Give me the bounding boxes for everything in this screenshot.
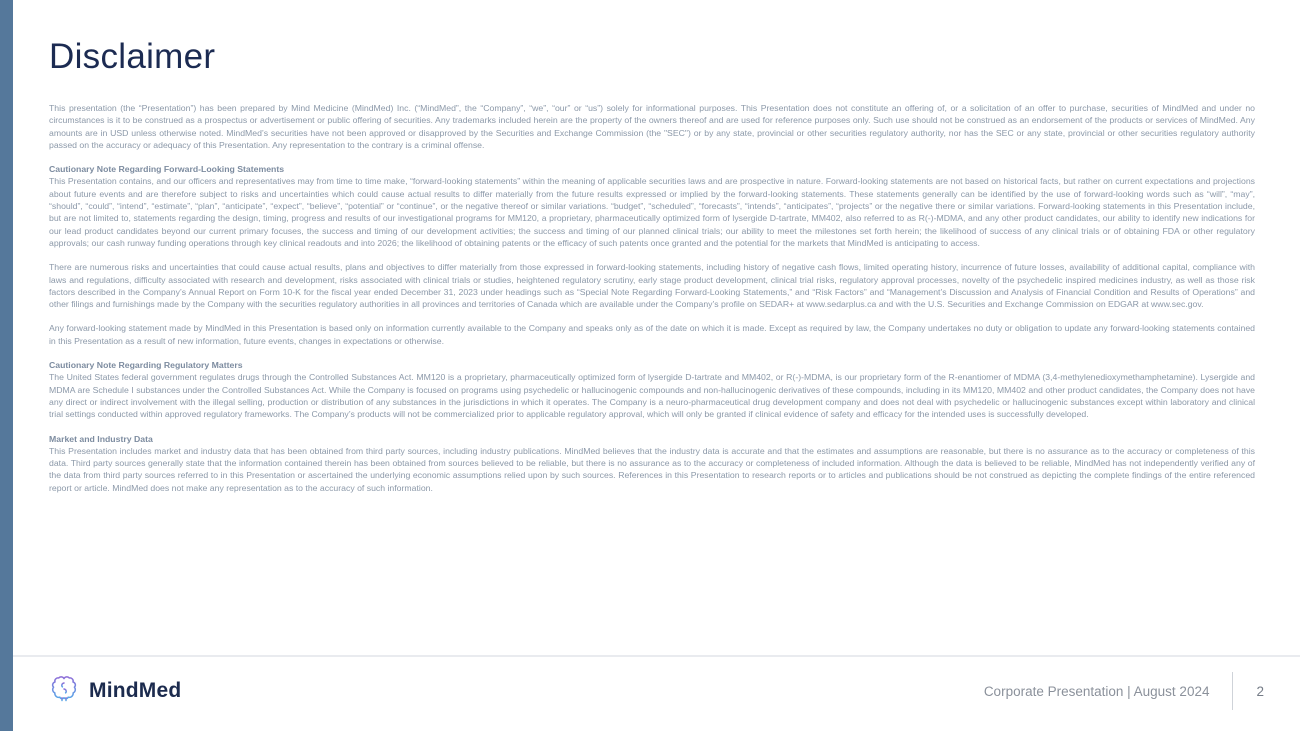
forward-looking-paragraph-2: There are numerous risks and uncertainties that could cause actual results, plans and objectives to differ materially from those expressed in forward-looking statements, including history of negative cash flows, limited operating history, incurrence of future losses, availability of additional capital, compliance with laws and regulations, difficulty associated with research and development, risks associated with clinical trials or studies, heightened regulatory scrutiny, early stage product development, clinical trial risks, regulatory approval processes, novelty of the psychedelic inspired medicines industry, as well as those risk factors described in the Company’s Annual Report on Form 10-K for the fiscal year ended December 31, 2023 under headings such as “Special Note Regarding Forward-Looking Statements,” and “Risk Factors” and “Management’s Discussion and Analysis of Financial Condition and Results of Operations” and other filings and furnishings made by the Company with the securities regulatory authorities in all provinces and territories of Canada which are available under the Company’s profile on SEDAR+ at www.sedarplus.ca and with the U.S. Securities and Exchange Commission on EDGAR at www.sec.gov. <box>49 262 1255 310</box>
slide-footer <box>49 666 1264 716</box>
regulatory-matters-paragraph: The United States federal government regulates drugs through the Controlled Substances Act. MM120 is a proprietary, pharmaceutically optimized form of lysergide D-tartrate and MM402, or R(-)-MDMA, is our proprietary form of the R-enantiomer of MDMA (3,4-methylenedioxymethamphetamine). Lysergide and MDMA are Schedule I substances under the Controlled Substances Act. While the Company is focused on programs using psychedelic or hallucinogenic compounds and non-hallucinogenic derivatives of these compounds, including in its MM120, MM402 and other product candidates, the Company does not have any direct or indirect involvement with the illegal selling, production or distribution of any substances in the jurisdictions in which it operates. The Company is a neuro-pharmaceutical drug development company and does not deal with psychedelic or hallucinogenic substances except within laboratory and clinical trial settings conducted within approved regulatory frameworks. The Company’s products will not be commercialized prior to applicable regulatory approval, which will only be granted if clinical evidence of safety and efficacy for the intended uses is successfully developed. <box>49 372 1255 420</box>
forward-looking-paragraph-3: Any forward-looking statement made by MindMed in this Presentation is based only on information currently available to the Company and speaks only as of the date on which it is made. Except as required by law, the Company undertakes no duty or obligation to update any forward-looking statements contained in this Presentation as a result of new information, future events, changes in expectations or otherwise. <box>49 323 1255 346</box>
footer-vertical-divider <box>1232 672 1233 710</box>
presentation-label: Corporate Presentation | August 2024 <box>983 683 1210 699</box>
forward-looking-heading: Cautionary Note Regarding Forward-Looking Statements <box>49 164 285 175</box>
brain-icon <box>49 674 79 709</box>
slide-accent-bar <box>0 0 13 731</box>
footer-divider <box>13 655 1300 657</box>
brand-logo <box>49 674 181 709</box>
page-title: Disclaimer <box>49 37 216 76</box>
footer-right <box>984 672 1264 710</box>
market-industry-data-heading: Market and Industry Data <box>49 433 153 444</box>
market-industry-data-paragraph: This Presentation includes market and industry data that has been obtained from third party sources, including industry publications. MindMed believes that the industry data is accurate and that the estimates and assumptions are reasonable, but there is no assurance as to the accuracy or completeness of this data. Third party sources generally state that the information contained therein has been obtained from sources believed to be reliable, but there is no assurance as to the accuracy or completeness of included information. Although the data is believed to be reliable, MindMed has not independently verified any of the data from third party sources referred to in this Presentation or ascertained the underlying economic assumptions relied upon by such sources. References in this Presentation to research reports or to articles and publications should be not construed as depicting the complete findings of the entire referenced report or article. MindMed does not make any representation as to the accuracy of such information. <box>49 445 1255 493</box>
regulatory-matters-heading: Cautionary Note Regarding Regulatory Matters <box>49 360 243 371</box>
disclaimer-text-block <box>49 102 1255 494</box>
intro-paragraph: This presentation (the “Presentation”) has been prepared by Mind Medicine (MindMed) Inc. (“MindMed”, the “Company”, “we”, “our” or “us”) solely for informational purposes. This Presentation does not constitute an offering of, or a solicitation of an offer to purchase, securities of MindMed and under no circumstances is it to be construed as a prospectus or advertisement or public offering of securities. Any trademarks included herein are the property of the owners thereof and are used for reference purposes only. Such use should not be construed as an endorsement of the products or services of MindMed. Any amounts are in USD unless otherwise noted. MindMed’s securities have not been approved or disapproved by the Securities and Exchange Commission (the "SEC") or by any state, provincial or other securities regulatory authority, nor has the SEC or any state, provincial or other securities regulatory authority passed on the accuracy or adequacy of this Presentation. Any representation to the contrary is a criminal offense. <box>49 103 1255 150</box>
brand-wordmark: MindMed <box>89 679 182 702</box>
forward-looking-paragraph-1: This Presentation contains, and our officers and representatives may from time to time make, “forward-looking statements” within the meaning of applicable securities laws and are prospective in nature. Forward-looking statements are not based on historical facts, but rather on current expectations and projections about future events and are therefore subject to risks and uncertainties which could cause actual results to differ materially from the future results expressed or implied by the forward-looking statements. These statements generally can be identified by the use of forward-looking words such as “will”, “may”, “should”, “could”, “intend”, “estimate”, “plan”, “anticipate”, “expect”, “believe”, “potential” or “continue”, or the negative thereof or similar variations. “budget”, “scheduled”, “forecasts”, “intends”, “anticipates”, “projects” or the negative there or similar variations. Forward-looking statements in this Presentation include, but are not limited to, statements regarding the design, timing, progress and results of our investigational programs for MM120, a proprietary, pharmaceutically optimized form of lysergide D-tartrate, MM402, also referred to as R(-)-MDMA, and any other product candidates, our ability to identify new indications for our lead product candidates beyond our current primary focuses, the success and timing of our development activities; the success and timing of our planned clinical trials; our ability to meet the milestones set forth herein; the likelihood of success of any clinical trials or of obtaining FDA or other regulatory approvals; our cash runway funding operations through key clinical readouts and into 2026; the likelihood of obtaining patents or the efficacy of such patents once granted and the potential for the markets that MindMed is anticipating to access. <box>49 176 1255 248</box>
slide-body <box>49 0 1255 506</box>
page-number: 2 <box>1256 683 1264 699</box>
